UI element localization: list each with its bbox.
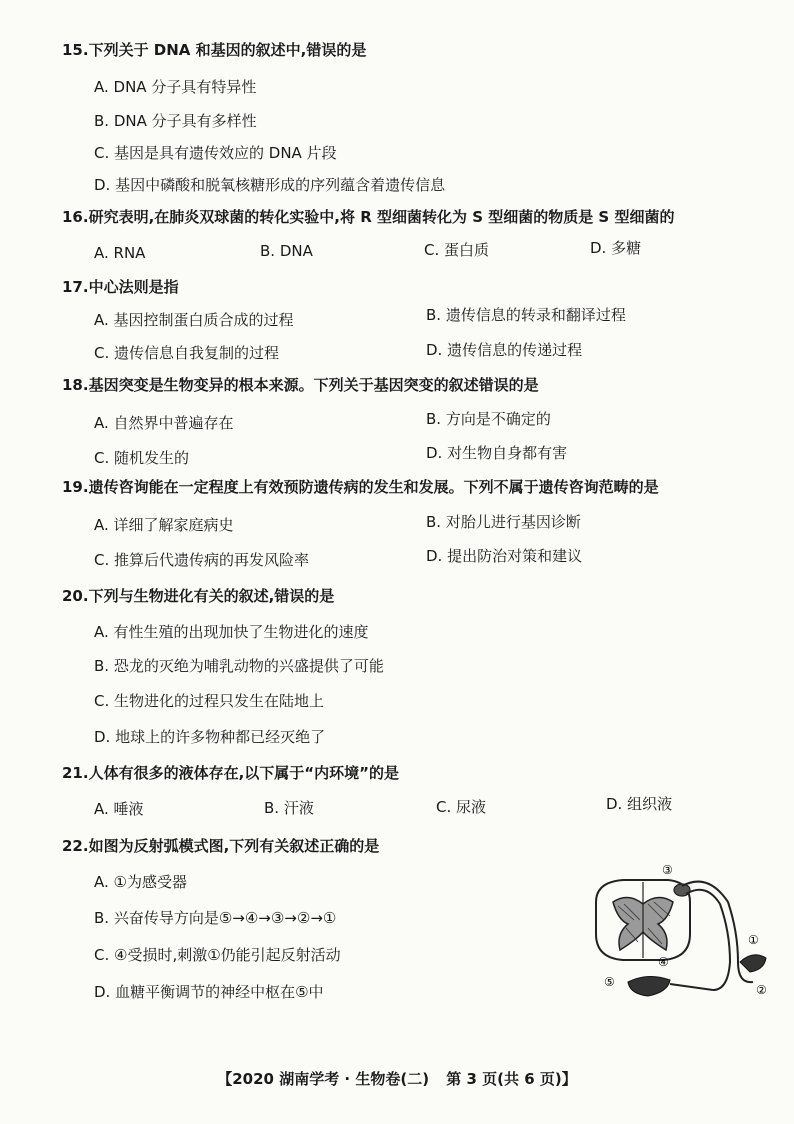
question-16-option-a: A. RNA: [94, 244, 146, 262]
question-22-stem: 22.如图为反射弧模式图,下列有关叙述正确的是: [62, 837, 380, 855]
question-19-option-c: C. 推算后代遗传病的再发风险率: [94, 551, 310, 569]
afferent-nerve: [682, 882, 753, 983]
question-20-stem: 20.下列与生物进化有关的叙述,错误的是: [62, 587, 335, 605]
reflex-arc-diagram: [578, 862, 778, 1002]
question-20-option-b: B. 恐龙的灭绝为哺乳动物的兴盛提供了可能: [94, 657, 384, 675]
question-18-option-b: B. 方向是不确定的: [426, 410, 551, 428]
label-3: ③: [662, 863, 673, 877]
question-22-option-a: A. ①为感受器: [94, 873, 187, 891]
efferent-to-effector: [670, 984, 713, 990]
question-18-option-c: C. 随机发生的: [94, 449, 190, 467]
question-15-stem: 15.下列关于 DNA 和基因的叙述中,错误的是: [62, 41, 367, 59]
question-19-option-a: A. 详细了解家庭病史: [94, 516, 234, 534]
question-15-option-d: D. 基因中磷酸和脱氧核糖形成的序列蕴含着遗传信息: [94, 176, 446, 194]
question-16-option-c: C. 蛋白质: [424, 241, 490, 259]
question-21-stem: 21.人体有很多的液体存在,以下属于“内环境”的是: [62, 764, 399, 782]
question-19-stem: 19.遗传咨询能在一定程度上有效预防遗传病的发生和发展。下列不属于遗传咨询范畴的是: [62, 478, 659, 496]
question-20-option-c: C. 生物进化的过程只发生在陆地上: [94, 692, 325, 710]
receptor-skin: [740, 955, 766, 972]
question-18-option-d: D. 对生物自身都有害: [426, 444, 568, 462]
question-15-option-a: A. DNA 分子具有特异性: [94, 78, 257, 96]
efferent-nerve: [686, 890, 730, 990]
label-2: ②: [756, 983, 767, 997]
question-18-option-a: A. 自然界中普遍存在: [94, 414, 234, 432]
question-22-option-c: C. ④受损时,刺激①仍能引起反射活动: [94, 946, 341, 964]
question-20-option-a: A. 有性生殖的出现加快了生物进化的速度: [94, 623, 369, 641]
question-17-option-c: C. 遗传信息自我复制的过程: [94, 344, 280, 362]
label-4: ④: [658, 955, 669, 969]
question-21-option-c: C. 尿液: [436, 798, 487, 816]
question-21-option-d: D. 组织液: [606, 795, 673, 813]
effector-muscle: [628, 976, 670, 996]
footer-page-number: 第 3 页(共 6 页)】: [446, 1070, 577, 1088]
question-17-option-d: D. 遗传信息的传递过程: [426, 341, 583, 359]
label-5: ⑤: [604, 975, 615, 989]
label-1: ①: [748, 933, 759, 947]
question-16-option-b: B. DNA: [260, 242, 313, 260]
question-16-stem: 16.研究表明,在肺炎双球菌的转化实验中,将 R 型细菌转化为 S 型细菌的物质是 S 型细菌的: [62, 208, 675, 226]
question-18-stem: 18.基因突变是生物变异的根本来源。下列关于基因突变的叙述错误的是: [62, 376, 539, 394]
question-22-option-d: D. 血糖平衡调节的神经中枢在⑤中: [94, 983, 324, 1001]
page-footer: [0, 1068, 794, 1089]
question-17-option-b: B. 遗传信息的转录和翻译过程: [426, 306, 626, 324]
question-19-option-b: B. 对胎儿进行基因诊断: [426, 513, 581, 531]
question-21-option-b: B. 汗液: [264, 799, 314, 817]
question-17-option-a: A. 基因控制蛋白质合成的过程: [94, 311, 294, 329]
question-15-option-c: C. 基因是具有遗传效应的 DNA 片段: [94, 144, 337, 162]
footer-title: 【2020 湖南学考 · 生物卷(二): [217, 1070, 430, 1088]
question-21-option-a: A. 唾液: [94, 800, 144, 818]
question-22-option-b: B. 兴奋传导方向是⑤→④→③→②→①: [94, 909, 337, 927]
question-20-option-d: D. 地球上的许多物种都已经灭绝了: [94, 728, 326, 746]
question-15-option-b: B. DNA 分子具有多样性: [94, 112, 257, 130]
question-16-option-d: D. 多糖: [590, 239, 642, 257]
question-19-option-d: D. 提出防治对策和建议: [426, 547, 583, 565]
question-17-stem: 17.中心法则是指: [62, 278, 179, 296]
